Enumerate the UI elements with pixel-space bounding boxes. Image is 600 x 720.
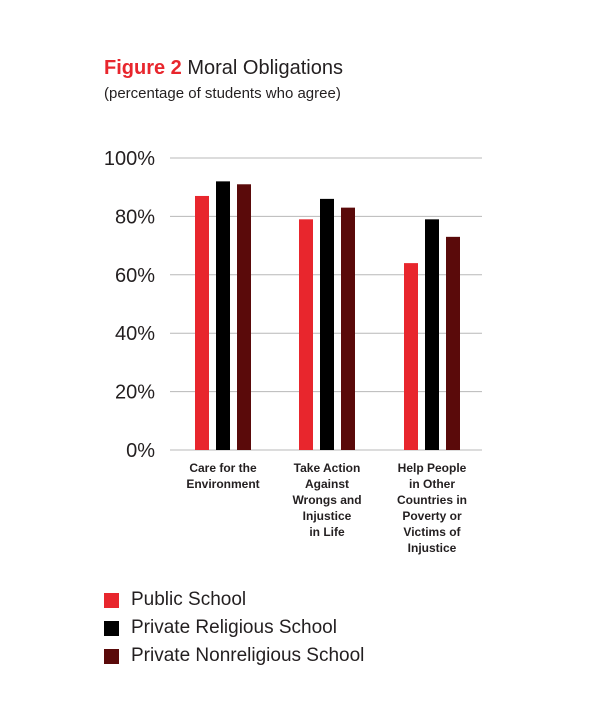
x-category-label-line: Injustice [407, 541, 457, 555]
figure-label: Figure 2 [104, 57, 182, 79]
bar [237, 184, 251, 450]
y-tick-label: 40% [114, 323, 155, 346]
bar [216, 181, 230, 450]
x-category-label [186, 461, 259, 491]
legend-swatch-private-religious [104, 621, 119, 636]
legend [104, 586, 364, 670]
bar [341, 208, 355, 450]
x-category-label-line: Victims of [403, 525, 461, 539]
x-category-label-line: Against [304, 477, 350, 491]
x-category-label [292, 461, 361, 539]
x-category-label-line: Wrongs and [292, 493, 362, 507]
legend-label-private-nonreligious: Private Nonreligious School [131, 645, 365, 666]
bar [404, 263, 418, 450]
x-category-label-line: Injustice [302, 509, 352, 523]
bar [320, 199, 334, 450]
legend-label-public: Public School [131, 589, 247, 610]
legend-label-private-religious: Private Religious School [131, 617, 337, 638]
x-category-label-line: in Other [408, 477, 456, 491]
y-tick-label: 100% [103, 148, 155, 170]
x-category-label-line: Care for the [189, 461, 257, 475]
x-category-label-line: Environment [186, 477, 260, 491]
chart-subtitle: (percentage of students who agree) [104, 85, 341, 102]
bar [425, 219, 439, 450]
bar [299, 219, 313, 450]
x-category-label-line: in Life [309, 525, 345, 539]
bar [195, 196, 209, 450]
legend-swatch-public [104, 593, 119, 608]
legend-item-public [104, 586, 364, 614]
x-category-label-line: Countries in [396, 493, 468, 507]
x-category-label [397, 461, 467, 555]
legend-swatch-private-nonreligious [104, 649, 119, 664]
y-tick-label: 80% [114, 206, 155, 229]
y-tick-label: 60% [114, 264, 155, 287]
bar [446, 237, 460, 450]
legend-item-private-nonreligious [104, 642, 364, 670]
x-category-label-line: Help People [397, 461, 467, 475]
x-category-label-line: Poverty or [402, 509, 462, 523]
x-category-label-line: Take Action [293, 461, 361, 475]
legend-item-private-religious [104, 614, 364, 642]
y-tick-label: 0% [126, 440, 155, 462]
figure-title: Moral Obligations [187, 57, 343, 79]
y-tick-label: 20% [114, 381, 155, 404]
